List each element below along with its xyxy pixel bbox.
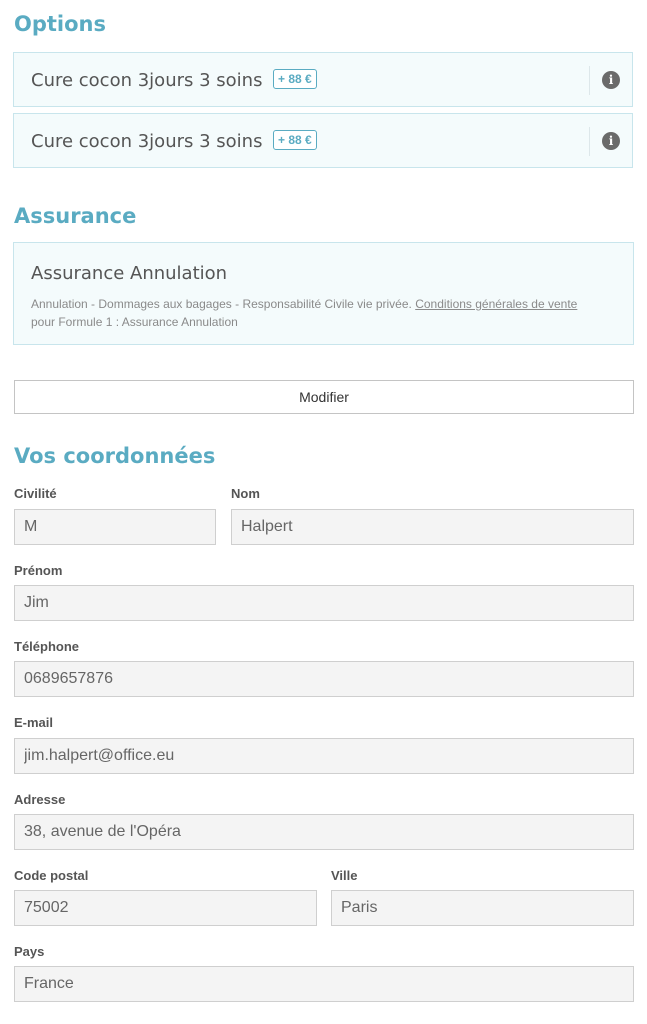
pays-field[interactable] bbox=[14, 966, 634, 1002]
option-label: Cure cocon 3jours 3 soins bbox=[31, 70, 263, 91]
prenom-label: Prénom bbox=[14, 563, 63, 578]
nom-label: Nom bbox=[231, 486, 260, 501]
telephone-field[interactable] bbox=[14, 661, 634, 697]
adresse-field[interactable] bbox=[14, 814, 634, 850]
insurance-panel bbox=[13, 242, 634, 345]
civilite-field[interactable] bbox=[14, 509, 216, 545]
email-field[interactable] bbox=[14, 738, 634, 774]
info-icon[interactable]: i bbox=[602, 71, 620, 89]
option-divider bbox=[589, 127, 590, 156]
insurance-coverage: Annulation - Dommages aux bagages - Responsabilité Civile vie privée. bbox=[31, 297, 412, 311]
cgv-link[interactable]: Conditions générales de vente bbox=[415, 297, 578, 311]
nom-field[interactable] bbox=[231, 509, 634, 545]
assurance-title: Assurance bbox=[14, 204, 137, 228]
option-price-badge: + 88 € bbox=[273, 130, 317, 150]
modify-button[interactable]: Modifier bbox=[14, 380, 634, 414]
telephone-label: Téléphone bbox=[14, 639, 80, 654]
coordonnees-title: Vos coordonnées bbox=[14, 444, 216, 468]
pays-label: Pays bbox=[14, 944, 45, 959]
ville-field[interactable] bbox=[331, 890, 634, 926]
insurance-description bbox=[31, 295, 621, 331]
code-postal-label: Code postal bbox=[14, 868, 89, 883]
info-icon[interactable]: i bbox=[602, 132, 620, 150]
adresse-label: Adresse bbox=[14, 792, 66, 807]
options-title: Options bbox=[14, 12, 106, 36]
option-item[interactable] bbox=[13, 113, 633, 168]
option-label: Cure cocon 3jours 3 soins bbox=[31, 131, 263, 152]
insurance-formula: pour Formule 1 : Assurance Annulation bbox=[31, 315, 238, 329]
insurance-name: Assurance Annulation bbox=[31, 263, 228, 284]
civilite-label: Civilité bbox=[14, 486, 57, 501]
option-price-badge: + 88 € bbox=[273, 69, 317, 89]
code-postal-field[interactable] bbox=[14, 890, 317, 926]
option-divider bbox=[589, 66, 590, 95]
ville-label: Ville bbox=[331, 868, 358, 883]
email-label: E-mail bbox=[14, 715, 54, 730]
prenom-field[interactable] bbox=[14, 585, 634, 621]
option-item[interactable] bbox=[13, 52, 633, 107]
